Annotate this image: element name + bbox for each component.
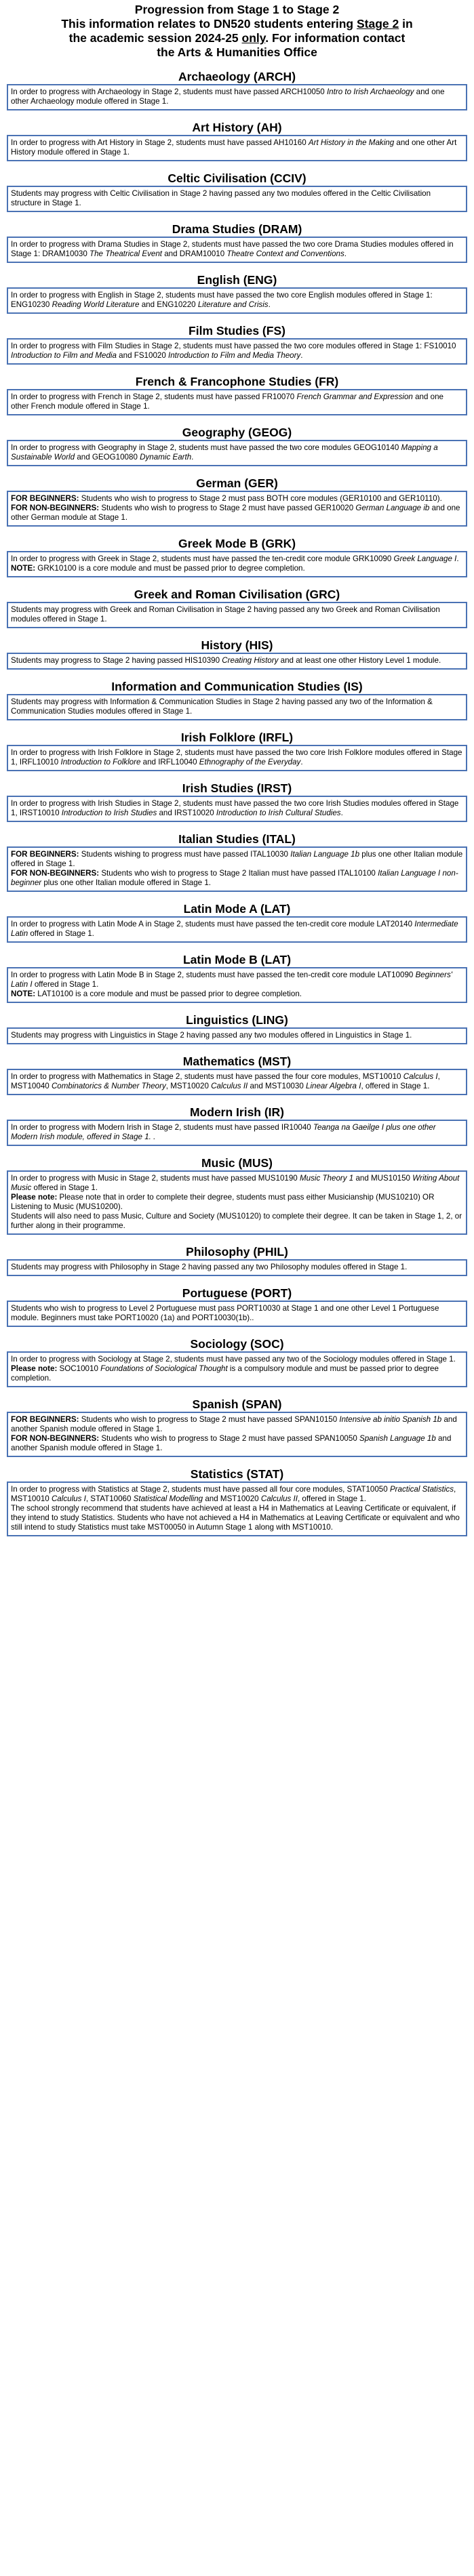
section-text xyxy=(11,1485,463,1532)
section-title: French & Francophone Studies (FR) xyxy=(135,375,339,388)
section-17 xyxy=(0,952,474,1003)
text-run: . xyxy=(300,758,303,766)
section-title: Archaeology (ARCH) xyxy=(178,70,296,83)
section-title: Art History (AH) xyxy=(192,121,282,134)
text-run: In order to progress with Latin Mode B in Stage 2, students must have passed the ten-credit core module LAT10090 xyxy=(11,970,416,979)
section-0 xyxy=(0,69,474,110)
section-title: Music (MUS) xyxy=(201,1156,273,1170)
text-run: Calculus I xyxy=(51,1494,86,1503)
section-text xyxy=(11,189,463,208)
section-info-box xyxy=(7,551,467,577)
section-23 xyxy=(0,1286,474,1327)
text-run: FOR NON-BEGINNERS: xyxy=(11,1434,102,1443)
text-run: GRK10100 is a core module and must be passed prior to degree completion. xyxy=(37,564,305,573)
section-title: Statistics (STAT) xyxy=(190,1467,284,1481)
text-run: Students may progress with Greek and Roman Civilisation in Stage 2 having passed any two Greek and Roman Civilisation modules offered in Stage 1. xyxy=(11,605,440,623)
text-run: SOC10010 xyxy=(59,1364,101,1373)
text-run: NOTE: xyxy=(11,564,38,573)
text-run: In order to progress with Archaeology in Stage 2, students must have passed ARCH10050 xyxy=(11,87,327,96)
section-text xyxy=(11,291,463,310)
text-run: FOR BEGINNERS: xyxy=(11,850,81,859)
section-9 xyxy=(0,536,474,577)
text-run: Please note: xyxy=(11,1193,60,1202)
text-run: Linear Algebra I xyxy=(306,1082,361,1090)
section-info-box xyxy=(7,967,467,1003)
text-run: Beginners' Latin I xyxy=(11,970,452,989)
text-run: Please note: xyxy=(11,1364,60,1373)
section-title: Drama Studies (DRAM) xyxy=(172,222,302,236)
text-run: Students who wish to progress to Stage 2 must have passed SPAN10050 xyxy=(101,1434,359,1443)
section-12 xyxy=(0,679,474,720)
section-title: History (HIS) xyxy=(201,638,273,652)
text-run: Please note that in order to complete their degree, students must pass either Musicianship (MUS10210) OR Listening to Music (MUS10200). xyxy=(11,1193,435,1211)
text-run: and one other German module at Stage 1. xyxy=(11,504,460,522)
text-run: FOR NON-BEGINNERS: xyxy=(11,504,102,512)
text-run: In order to progress with Irish Studies in Stage 2, students must have passed the two core Irish Studies modules offered in Stage 1, IRST10010 xyxy=(11,799,459,817)
section-13 xyxy=(0,730,474,771)
text-run: and FS10020 xyxy=(116,351,169,360)
section-title: English (ENG) xyxy=(197,273,277,287)
section-info-box xyxy=(7,186,467,212)
text-run: Italian Language I non-beginner xyxy=(11,869,458,887)
section-info-box xyxy=(7,745,467,771)
section-text xyxy=(11,554,463,573)
text-run: Students who wish to progress to Stage 2 must have passed GER10020 xyxy=(101,504,356,512)
section-text xyxy=(11,799,463,818)
section-info-box xyxy=(7,1301,467,1327)
text-run: , offered in Stage 1. xyxy=(297,1494,366,1503)
text-run: and IRFL10040 xyxy=(140,758,199,766)
section-text xyxy=(11,87,463,106)
section-info-box xyxy=(7,1170,467,1235)
text-run: FOR BEGINNERS: xyxy=(11,494,81,503)
text-run: Reading World Literature xyxy=(52,300,140,309)
section-title: Linguistics (LING) xyxy=(186,1013,288,1027)
section-7 xyxy=(0,425,474,466)
text-run: . xyxy=(268,300,271,309)
text-run: Introduction to Film and Media Theory xyxy=(168,351,301,360)
text-run: In order to progress with Latin Mode A in Stage 2, students must have passed the ten-credit core module LAT20140 xyxy=(11,920,415,928)
section-title: Celtic Civilisation (CCIV) xyxy=(167,171,307,185)
section-text xyxy=(11,494,463,523)
text-run: Students may progress with Information & Communication Studies in Stage 2 having passed any two of the Information & Communication Studies modules offered in Stage 1. xyxy=(11,697,433,716)
text-run: Introduction to Irish Studies xyxy=(61,809,157,817)
text-run: Intro to Irish Archaeology xyxy=(326,87,414,96)
text-run: and MST10030 xyxy=(248,1082,306,1090)
section-21 xyxy=(0,1156,474,1235)
section-text xyxy=(11,1263,463,1272)
title-line-1: Progression from Stage 1 to Stage 2 xyxy=(134,3,340,16)
text-run: plus one other Italian module offered in Stage 1. xyxy=(41,878,211,887)
text-run: In order to progress with Drama Studies in Stage 2, students must have passed the two core Drama Studies modules offered in Stage 1: DRAM10030 xyxy=(11,240,454,258)
section-5 xyxy=(0,323,474,365)
section-info-box xyxy=(7,1027,467,1044)
text-run: Students who wish to progress to Level 2 Portuguese must pass PORT10030 at Stage 1 and one other Level 1 Portuguese module. Beginners must take PORT10020 (1a) and PORT10030(1b).. xyxy=(11,1304,439,1322)
text-run: Students may progress to Stage 2 having passed HIS10390 xyxy=(11,656,222,665)
text-run: Students will also need to pass Music, Culture and Society (MUS10120) to complete their degree. It can be taken in Stage 1, 2, or further along in their programme. xyxy=(11,1212,462,1230)
section-info-box xyxy=(7,1351,467,1387)
text-run: Combinatorics & Number Theory xyxy=(51,1082,166,1090)
section-title: Mathematics (MST) xyxy=(182,1055,292,1068)
section-2 xyxy=(0,171,474,212)
section-title: Film Studies (FS) xyxy=(189,324,285,338)
section-title: Greek Mode B (GRK) xyxy=(178,537,296,550)
section-title: Information and Communication Studies (IS) xyxy=(111,680,363,693)
section-info-box xyxy=(7,237,467,263)
section-text xyxy=(11,748,463,767)
section-info-box xyxy=(7,1412,467,1457)
section-6 xyxy=(0,374,474,415)
text-run: and one other Archaeology module offered in Stage 1. xyxy=(11,87,445,106)
section-info-box xyxy=(7,287,467,314)
text-run: Practical Statistics xyxy=(389,1485,454,1494)
section-title: Portuguese (PORT) xyxy=(182,1286,292,1300)
text-run: and GEOG10080 xyxy=(75,453,140,462)
title-line-4: the Arts & Humanities Office xyxy=(157,45,317,59)
section-title: Latin Mode B (LAT) xyxy=(182,953,292,966)
section-title: Greek and Roman Civilisation (GRC) xyxy=(134,588,340,601)
section-26 xyxy=(0,1467,474,1536)
text-run: In order to progress with Music in Stage 2, students must have passed MUS10190 xyxy=(11,1174,300,1183)
text-run: , MST10010 xyxy=(11,1485,456,1503)
section-title: Sociology (SOC) xyxy=(190,1337,284,1351)
section-text xyxy=(11,392,463,411)
section-info-box xyxy=(7,84,467,110)
text-run: Calculus I xyxy=(403,1072,438,1081)
text-run: The Theatrical Event xyxy=(90,249,162,258)
section-24 xyxy=(0,1336,474,1387)
text-run: Introduction to Irish Cultural Studies xyxy=(216,809,341,817)
text-run: In order to progress with Art History in Stage 2, students must have passed AH10160 xyxy=(11,138,309,147)
text-run: Students may progress with Linguistics in Stage 2 having passed any two modules offered in Linguistics in Stage 1. xyxy=(11,1031,412,1040)
document-title xyxy=(20,3,454,60)
section-text xyxy=(11,443,463,462)
title-line-3: the academic session 2024-25 only. For information contact xyxy=(68,31,406,45)
text-run: In order to progress with Geography in Stage 2, students must have passed the two core modules GEOG10140 xyxy=(11,443,401,452)
text-run: Foundations of Sociological Thought xyxy=(100,1364,228,1373)
text-run: In order to progress with Mathematics in Stage 2, students must have passed the four core modules, MST10010 xyxy=(11,1072,403,1081)
section-25 xyxy=(0,1397,474,1457)
section-text xyxy=(11,656,463,666)
text-run: NOTE: xyxy=(11,989,38,998)
section-18 xyxy=(0,1013,474,1044)
section-info-box xyxy=(7,694,467,720)
section-11 xyxy=(0,638,474,670)
section-15 xyxy=(0,832,474,892)
section-title: Italian Studies (ITAL) xyxy=(178,832,296,846)
section-text xyxy=(11,970,463,999)
text-run: Greek Language I xyxy=(393,554,457,563)
text-run: , STAT10060 xyxy=(85,1494,134,1503)
section-title: Philosophy (PHIL) xyxy=(186,1245,288,1259)
text-run: Introduction to Folklore xyxy=(60,758,141,766)
section-text xyxy=(11,342,463,361)
text-run: and one other French module offered in Stage 1. xyxy=(11,392,444,411)
text-run: , offered in Stage 1. xyxy=(361,1082,430,1090)
section-16 xyxy=(0,901,474,943)
text-run: . xyxy=(191,453,194,462)
text-run: In order to progress with Greek in Stage 2, students must have passed the ten-credit core module GRK10090 xyxy=(11,554,394,563)
text-run: In order to progress with Sociology at Stage 2, students must have passed any two of the Sociology modules offered in Stage 1. xyxy=(11,1355,456,1364)
section-title: Modern Irish (IR) xyxy=(189,1105,285,1119)
text-run: Students who wish to progress to Stage 2 must have passed SPAN10150 xyxy=(81,1415,340,1424)
text-run: FOR NON-BEGINNERS: xyxy=(11,869,102,878)
text-run: plus one other Italian module offered in Stage 1. xyxy=(11,850,463,868)
text-run: In order to progress with English in Stage 2, students must have passed the two core English modules offered in Stage 1: ENG10230 xyxy=(11,291,433,309)
section-text xyxy=(11,850,463,888)
section-text xyxy=(11,1304,463,1323)
text-run: offered in Stage 1. xyxy=(32,980,99,989)
section-4 xyxy=(0,272,474,314)
title-line-2: This information relates to DN520 students entering Stage 2 in xyxy=(61,17,413,30)
text-run: Students who wish to progress to Stage 2 must pass BOTH core modules (GER10100 and GER10110). xyxy=(81,494,442,503)
text-run: and MST10020 xyxy=(203,1494,261,1503)
section-info-box xyxy=(7,602,467,628)
section-19 xyxy=(0,1054,474,1095)
text-run: Students who wish to progress to Stage 2 Italian must have passed ITAL10100 xyxy=(101,869,378,878)
section-text xyxy=(11,697,463,716)
section-text xyxy=(11,920,463,939)
text-run: FOR BEGINNERS: xyxy=(11,1415,81,1424)
section-info-box xyxy=(7,135,467,161)
text-run: In order to progress with Irish Folklore in Stage 2, students must have passed the two core Irish Folklore modules offered in Stage 1, IRFL10010 xyxy=(11,748,462,766)
text-run: Intermediate Latin xyxy=(11,920,458,938)
section-text xyxy=(11,1072,463,1091)
text-run: Statistical Modelling xyxy=(133,1494,203,1503)
section-text xyxy=(11,138,463,157)
section-22 xyxy=(0,1244,474,1276)
text-run: The school strongly recommend that students have achieved at least a H4 in Mathematics at Leaving Certificate or equivalent, if they intend to study Statistics. Students who have not achieved a H4 in Mathematics at Leaving Certificate or equivalent and who still intend to study Statistics must take MST00050 in Autumn Stage 1 along with MST10010. xyxy=(11,1504,460,1532)
section-text xyxy=(11,1031,463,1040)
section-text xyxy=(11,605,463,624)
text-run: Teanga na Gaeilge I plus one other Modern Irish module, offered in Stage 1. . xyxy=(11,1123,436,1141)
text-run: . xyxy=(344,249,347,258)
section-20 xyxy=(0,1105,474,1146)
text-run: . xyxy=(340,809,343,817)
text-run: LAT10100 is a core module and must be passed prior to degree completion. xyxy=(37,989,302,998)
text-run: Literature and Crisis xyxy=(197,300,269,309)
section-text xyxy=(11,240,463,259)
text-run: offered in Stage 1. xyxy=(28,929,94,938)
text-run: In order to progress with French in Stage 2, students must have passed FR10070 xyxy=(11,392,297,401)
section-info-box xyxy=(7,796,467,822)
section-info-box xyxy=(7,491,467,527)
text-run: . xyxy=(456,554,459,563)
text-run: . xyxy=(300,351,303,360)
section-info-box xyxy=(7,1259,467,1276)
section-info-box xyxy=(7,338,467,365)
text-run: and another Spanish module offered in Stage 1. xyxy=(11,1415,457,1433)
section-title: Latin Mode A (LAT) xyxy=(183,902,291,916)
section-info-box xyxy=(7,653,467,670)
text-run: and MUS10150 xyxy=(353,1174,413,1183)
text-run: Students may progress with Philosophy in Stage 2 having passed any two Philosophy modules offered in Stage 1. xyxy=(11,1263,408,1271)
text-run: Calculus II xyxy=(260,1494,298,1503)
section-info-box xyxy=(7,1120,467,1146)
text-run: Writing About Music xyxy=(11,1174,460,1192)
section-text xyxy=(11,1355,463,1383)
text-run: Music Theory 1 xyxy=(299,1174,354,1183)
section-info-box xyxy=(7,1069,467,1095)
text-run: Intensive ab initio Spanish 1b xyxy=(339,1415,442,1424)
section-title: Irish Studies (IRST) xyxy=(182,781,292,795)
text-run: offered in Stage 1. xyxy=(31,1183,98,1192)
text-run: and another Spanish module offered in Stage 1. xyxy=(11,1434,452,1452)
section-10 xyxy=(0,587,474,628)
section-title: German (GER) xyxy=(196,476,278,490)
text-run: In order to progress with Modern Irish in Stage 2, students must have passed IR10040 xyxy=(11,1123,313,1132)
text-run: Art History in the Making xyxy=(308,138,395,147)
section-text xyxy=(11,1174,463,1231)
section-8 xyxy=(0,476,474,527)
section-info-box xyxy=(7,389,467,415)
section-title: Spanish (SPAN) xyxy=(192,1397,282,1411)
section-1 xyxy=(0,120,474,161)
section-text xyxy=(11,1123,463,1142)
text-run: Dynamic Earth xyxy=(140,453,192,462)
section-info-box xyxy=(7,846,467,892)
text-run: Italian Language 1b xyxy=(290,850,360,859)
text-run: Creating History xyxy=(222,656,279,665)
text-run: Students may progress with Celtic Civilisation in Stage 2 having passed any two modules offered in the Celtic Civilisation structure in Stage 1. xyxy=(11,189,431,207)
text-run: Introduction to Film and Media xyxy=(11,351,117,360)
text-run: Spanish Language 1b xyxy=(359,1434,436,1443)
text-run: and IRST10020 xyxy=(157,809,216,817)
section-info-box xyxy=(7,440,467,466)
text-run: In order to progress with Statistics at Stage 2, students must have passed all four core modules, STAT10050 xyxy=(11,1485,390,1494)
text-run: Ethnography of the Everyday xyxy=(199,758,301,766)
sections-container xyxy=(0,69,474,1536)
text-run: German Language ib xyxy=(355,504,430,512)
text-run: Calculus II xyxy=(211,1082,248,1090)
text-run: Mapping a Sustainable World xyxy=(11,443,438,462)
text-run: Students wishing to progress must have passed ITAL10030 xyxy=(81,850,291,859)
text-run: is a compulsory module and must be passed prior to degree completion. xyxy=(11,1364,439,1383)
section-title: Geography (GEOG) xyxy=(182,426,292,439)
text-run: French Grammar and Expression xyxy=(296,392,413,401)
section-info-box xyxy=(7,916,467,943)
section-text xyxy=(11,1415,463,1453)
text-run: and DRAM10010 xyxy=(162,249,227,258)
text-run: and ENG10220 xyxy=(139,300,198,309)
text-run: In order to progress with Film Studies in Stage 2, students must have passed the two core modules offered in Stage 1: FS10010 xyxy=(11,342,456,350)
text-run: and at least one other History Level 1 module. xyxy=(278,656,441,665)
section-3 xyxy=(0,222,474,263)
text-run: and one other Art History module offered in Stage 1. xyxy=(11,138,457,157)
text-run: , MST10020 xyxy=(165,1082,212,1090)
section-14 xyxy=(0,781,474,822)
section-info-box xyxy=(7,1481,467,1536)
section-title: Irish Folklore (IRFL) xyxy=(180,731,294,744)
text-run: Theatre Context and Conventions xyxy=(226,249,344,258)
text-run: , MST10040 xyxy=(11,1072,440,1090)
